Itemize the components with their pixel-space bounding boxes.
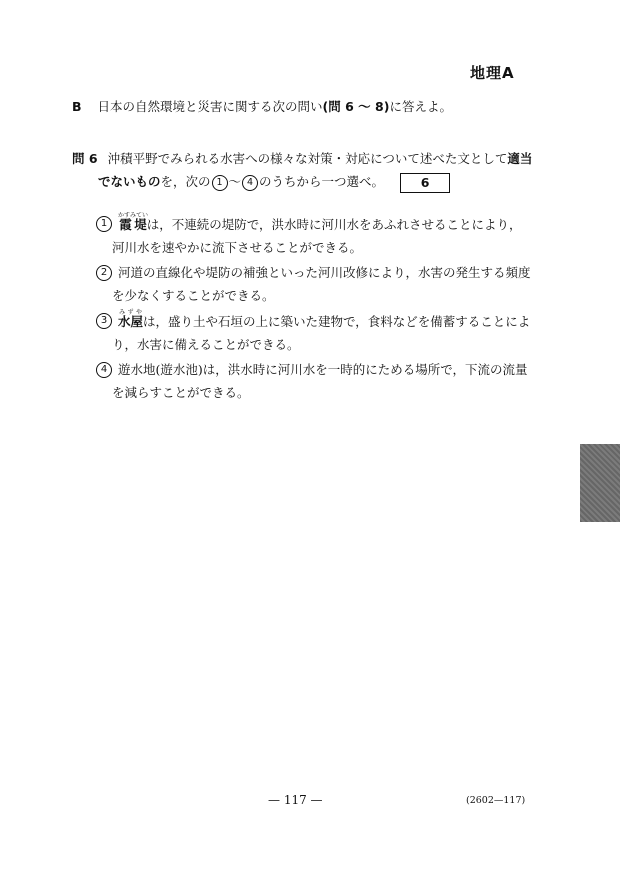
- option-text-cont: を少なくすることができる。: [112, 288, 275, 303]
- option-number: 4: [96, 362, 112, 378]
- option-number: 1: [96, 216, 112, 232]
- question-text-cont: を，次の: [160, 174, 211, 189]
- question-emphasis-cont: でないもの: [98, 174, 161, 189]
- question-6: [72, 147, 542, 193]
- option-3[interactable]: [96, 309, 536, 356]
- answer-options: [96, 212, 536, 406]
- option-text-cont: を減らすことができる。: [112, 385, 250, 400]
- option-text: は，盛り土や石垣の上に築いた建物で，食料などを備蓄することによ: [143, 314, 531, 329]
- option-1[interactable]: [96, 212, 536, 259]
- question-emphasis: 適当: [507, 151, 533, 166]
- section-text-end: に答えよ。: [389, 99, 452, 114]
- option-text-cont: 河川水を速やかに流下させることができる。: [112, 240, 363, 255]
- range-tilde: ～: [228, 174, 242, 189]
- question-text: 沖積平野でみられる水害への様々な対策・対応について述べた文として: [107, 151, 508, 166]
- option-text: 遊水地(遊水池)は，洪水時に河川水を一時的にためる場所で，下流の流量: [118, 362, 528, 377]
- page-number: — 117 —: [268, 793, 323, 807]
- option-number: 2: [96, 265, 112, 281]
- option-2[interactable]: [96, 261, 536, 307]
- option-4[interactable]: [96, 358, 536, 404]
- circled-number-first: 1: [212, 175, 228, 191]
- section-range: (問 6 ～ 8): [322, 99, 390, 114]
- option-number: 3: [96, 313, 112, 329]
- circled-number-last: 4: [242, 175, 258, 191]
- question-label: 問 6: [72, 151, 98, 166]
- section-heading: [72, 97, 452, 115]
- subject-title: 地理A: [470, 64, 515, 82]
- option-text: 河道の直線化や堤防の補強といった河川改修により，水害の発生する頻度: [118, 265, 531, 280]
- option-text: は，不連続の堤防で，洪水時に河川水をあふれさせることにより，: [146, 217, 522, 232]
- option-text-cont: り，水害に備えることができる。: [112, 337, 300, 352]
- option-term: 水屋みずや: [118, 309, 144, 329]
- option-term: 霞堤かすみてい: [118, 212, 149, 232]
- question-instruction: のうちから一つ選べ。: [259, 174, 385, 189]
- answer-box[interactable]: 6: [400, 173, 450, 193]
- section-text: 日本の自然環境と災害に関する次の問い: [97, 99, 323, 114]
- section-index-tab: [580, 444, 620, 522]
- section-letter: B: [72, 99, 82, 114]
- page-code: (2602—117): [466, 795, 526, 806]
